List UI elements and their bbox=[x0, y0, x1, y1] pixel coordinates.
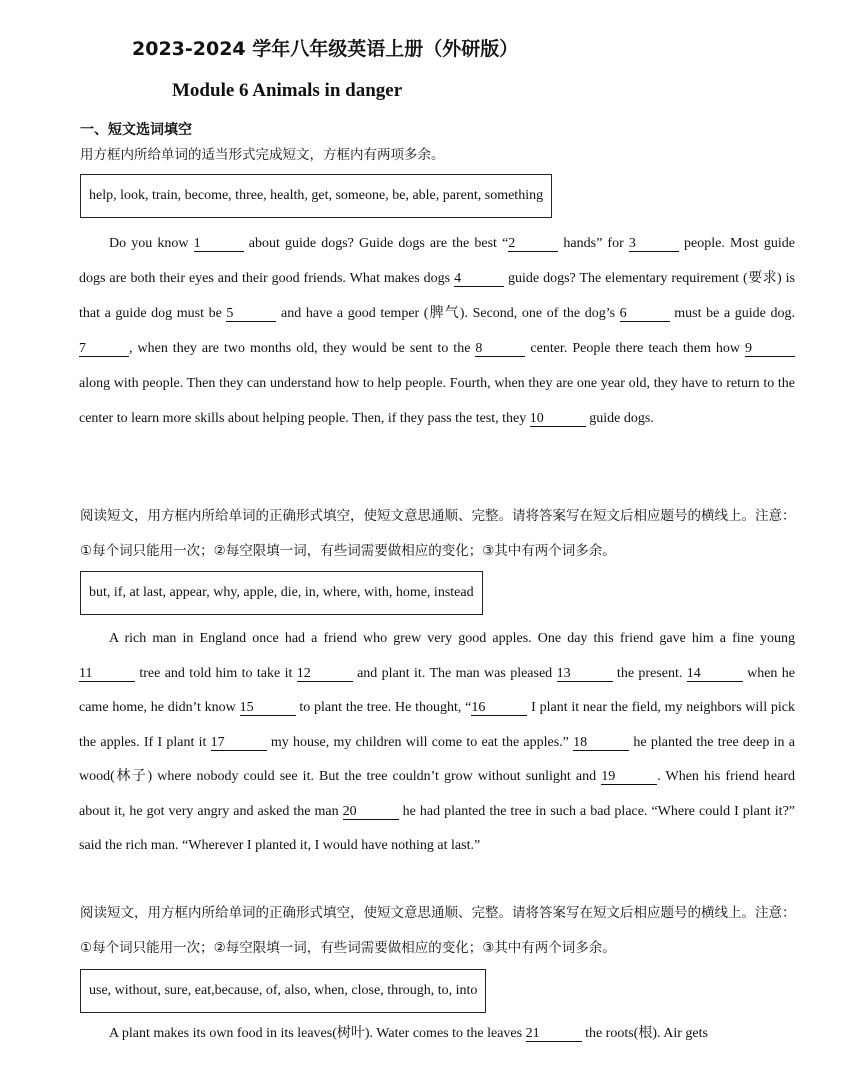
passage-text: A rich man in England once had a friend who grew very good apples. One day this friend gave him a fine young bbox=[109, 631, 795, 646]
passage-text: must be a guide dog. bbox=[669, 306, 795, 321]
passage-text: along with people. Then they can understand how to help people. Fourth, when they are one year old, they have to return to the center to learn more skills about helping people. Then, if they pass the test, they bbox=[79, 376, 795, 426]
section1-instruction: 用方框内所给单词的适当形式完成短文，方框内有两项多余。 bbox=[80, 147, 445, 163]
passage-text: to plant the tree. He thought, “ bbox=[295, 700, 472, 715]
passage-text: people. Most guide dogs are both their eyes and their good friends. What makes dogs bbox=[79, 236, 795, 286]
answer-blank-6[interactable]: 6 bbox=[620, 307, 670, 322]
answer-blank-14[interactable]: 14 bbox=[687, 667, 743, 682]
passage-text: when he came home, he didn’t know bbox=[79, 665, 796, 715]
section3-instruction: 阅读短文，用方框内所给单词的正确形式填空，使短文意思通顺、完整。请将答案写在短文后相应题号的横线上。注意：①每个词只能用一次；②每空限填一词，有些词需要做相应的变化；③其中有两个词多余。 bbox=[80, 905, 796, 956]
passage-text: tree and told him to take it bbox=[135, 665, 297, 681]
passage-text: guide dogs? The elementary requirement (要求) is that a guide dog must be bbox=[79, 271, 795, 321]
section3-word-box: use, without, sure, eat,because, of, also, when, close, through, to, into bbox=[80, 969, 486, 1013]
answer-blank-17[interactable]: 17 bbox=[211, 736, 267, 751]
section3-passage bbox=[79, 1017, 795, 1051]
passage-text: Do you know bbox=[109, 236, 194, 251]
passage-text: A plant makes its own food in its leaves(树叶). Water comes to the leaves bbox=[109, 1026, 526, 1041]
passage-text: and plant it. The man was pleased bbox=[352, 665, 557, 681]
answer-blank-3[interactable]: 3 bbox=[629, 237, 679, 252]
answer-blank-10[interactable]: 10 bbox=[530, 412, 586, 427]
passage-text: about guide dogs? Guide dogs are the best “ bbox=[243, 236, 509, 251]
answer-blank-8[interactable]: 8 bbox=[475, 342, 525, 357]
page-title: 2023-2024 学年八年级英语上册（外研版） bbox=[132, 38, 519, 60]
module-title: Module 6 Animals in danger bbox=[172, 80, 403, 101]
section1-word-box: help, look, train, become, three, health, get, someone, be, able, parent, something bbox=[80, 174, 552, 218]
passage-text: and have a good temper (脾气). Second, one of the dog’s bbox=[276, 306, 620, 321]
section2-passage bbox=[79, 622, 795, 864]
passage-text: the present. bbox=[612, 665, 687, 681]
section1-passage bbox=[79, 226, 795, 436]
answer-blank-21[interactable]: 21 bbox=[526, 1027, 582, 1042]
answer-blank-13[interactable]: 13 bbox=[557, 667, 613, 682]
passage-text: . When his friend heard about it, he got very angry and asked the man bbox=[79, 769, 795, 819]
passage-text: , when they are two months old, they would be sent to the bbox=[129, 341, 476, 356]
passage-text: I plant it near the field, my neighbors will pick the apples. If I plant it bbox=[79, 700, 795, 750]
passage-text: center. People there teach them how bbox=[525, 341, 745, 356]
answer-blank-12[interactable]: 12 bbox=[297, 667, 353, 682]
passage-text: guide dogs. bbox=[585, 411, 654, 426]
answer-blank-5[interactable]: 5 bbox=[226, 307, 276, 322]
answer-blank-18[interactable]: 18 bbox=[573, 736, 629, 751]
passage-text: hands” for bbox=[558, 236, 629, 251]
answer-blank-1[interactable]: 1 bbox=[194, 237, 244, 252]
answer-blank-16[interactable]: 16 bbox=[471, 701, 527, 716]
answer-blank-4[interactable]: 4 bbox=[454, 272, 504, 287]
passage-text: he planted the tree deep in a wood(林子) where nobody could see it. But the tree couldn’t grow without sunlight and bbox=[79, 734, 795, 784]
answer-blank-7[interactable]: 7 bbox=[79, 342, 129, 357]
answer-blank-9[interactable]: 9 bbox=[745, 342, 795, 357]
section2-word-box: but, if, at last, appear, why, apple, die, in, where, with, home, instead bbox=[80, 571, 483, 615]
passage-text: my house, my children will come to eat the apples.” bbox=[266, 734, 574, 750]
answer-blank-11[interactable]: 11 bbox=[79, 667, 135, 682]
section2-instruction: 阅读短文，用方框内所给单词的正确形式填空，使短文意思通顺、完整。请将答案写在短文后相应题号的横线上。注意：①每个词只能用一次；②每空限填一词，有些词需要做相应的变化；③其中有两个词多余。 bbox=[80, 508, 796, 559]
passage-text: the roots(根). Air gets bbox=[581, 1026, 708, 1041]
answer-blank-20[interactable]: 20 bbox=[343, 805, 399, 820]
passage-text: he had planted the tree in such a bad place. “Where could I plant it?” said the rich man. “Wherever I planted it, I would have nothing at last.” bbox=[79, 803, 795, 853]
answer-blank-2[interactable]: 2 bbox=[508, 237, 558, 252]
answer-blank-15[interactable]: 15 bbox=[240, 701, 296, 716]
section-heading: 一、短文选词填空 bbox=[80, 122, 192, 138]
answer-blank-19[interactable]: 19 bbox=[601, 770, 657, 785]
